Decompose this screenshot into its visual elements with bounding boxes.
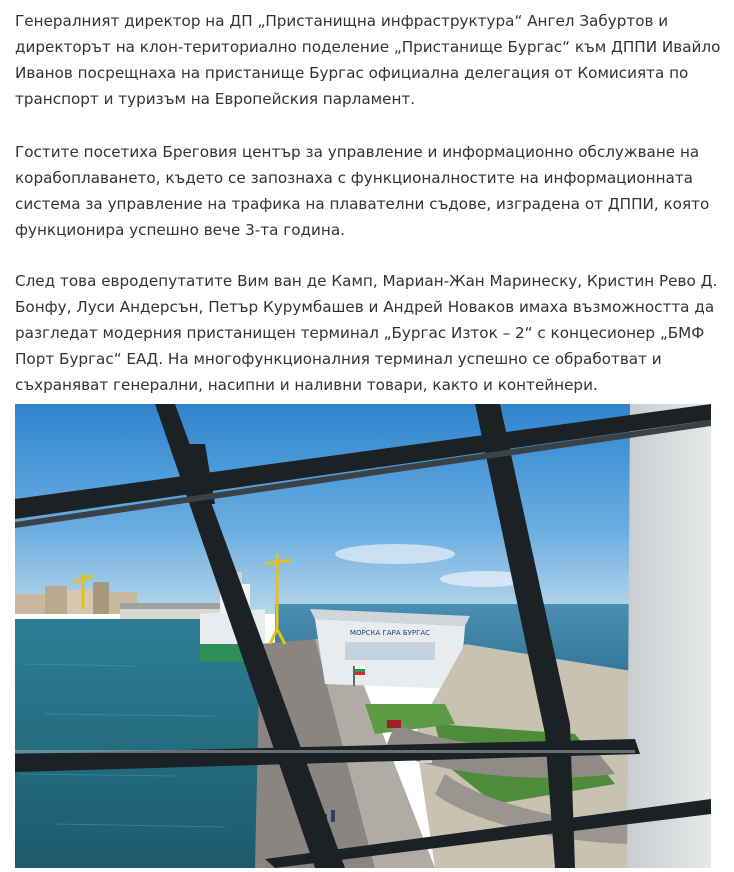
- interior-pillar: [627, 404, 711, 868]
- paragraph-line: Порт Бургас“ ЕАД. На многофункционалния терминал успешно се обработват и: [15, 350, 662, 368]
- terminal-sign: МОРСКА ГАРА БУРГАС: [349, 629, 431, 637]
- paragraph-line: Иванов посрещнаха на пристанище Бургас официална делегация от Комисията по: [15, 64, 689, 82]
- car: [387, 720, 401, 728]
- cloud: [335, 544, 455, 564]
- terminal-building: [310, 609, 470, 689]
- article-paragraph-1: [15, 8, 721, 112]
- paragraph-line: система за управление на трафика на плавателни съдове, изградена от ДППИ, която: [15, 195, 710, 213]
- paragraph-line: След това евродепутатите Вим ван де Камп, Мариан-Жан Маринеску, Кристин Рево Д.: [15, 272, 718, 290]
- port-photo: [15, 404, 711, 868]
- handrail: [15, 750, 635, 753]
- paragraph-line: Бонфу, Луси Андерсън, Петър Курумбашев и Андрей Новаков имаха възможността да: [15, 298, 715, 316]
- paragraph-line: Гостите посетиха Бреговия център за управление и информационно обслужване на: [15, 143, 700, 161]
- port-photo-illustration: [15, 404, 711, 868]
- paragraph-line: директорът на клон-териториално поделение „Пристанище Бургас“ към ДППИ Ивайло: [15, 38, 721, 56]
- paragraph-line: транспорт и туризъм на Европейския парламент.: [15, 90, 416, 108]
- paragraph-line: Генералният директор на ДП „Пристанищна инфраструктура“ Ангел Забуртов и: [15, 12, 669, 30]
- article-paragraph-3: [15, 268, 718, 398]
- paragraph-line: корабоплаването, където се запознаха с функционалностите на информационната: [15, 169, 693, 187]
- paragraph-line: съхраняват генерални, насипни и наливни товари, както и контейнери.: [15, 376, 598, 394]
- paragraph-line: разгледат модерния пристанищен терминал „Бургас Изток – 2“ с концесионер „БМФ: [15, 324, 705, 342]
- article-paragraph-2: [15, 139, 715, 243]
- paragraph-line: функционира успешно вече 3-та година.: [15, 221, 345, 239]
